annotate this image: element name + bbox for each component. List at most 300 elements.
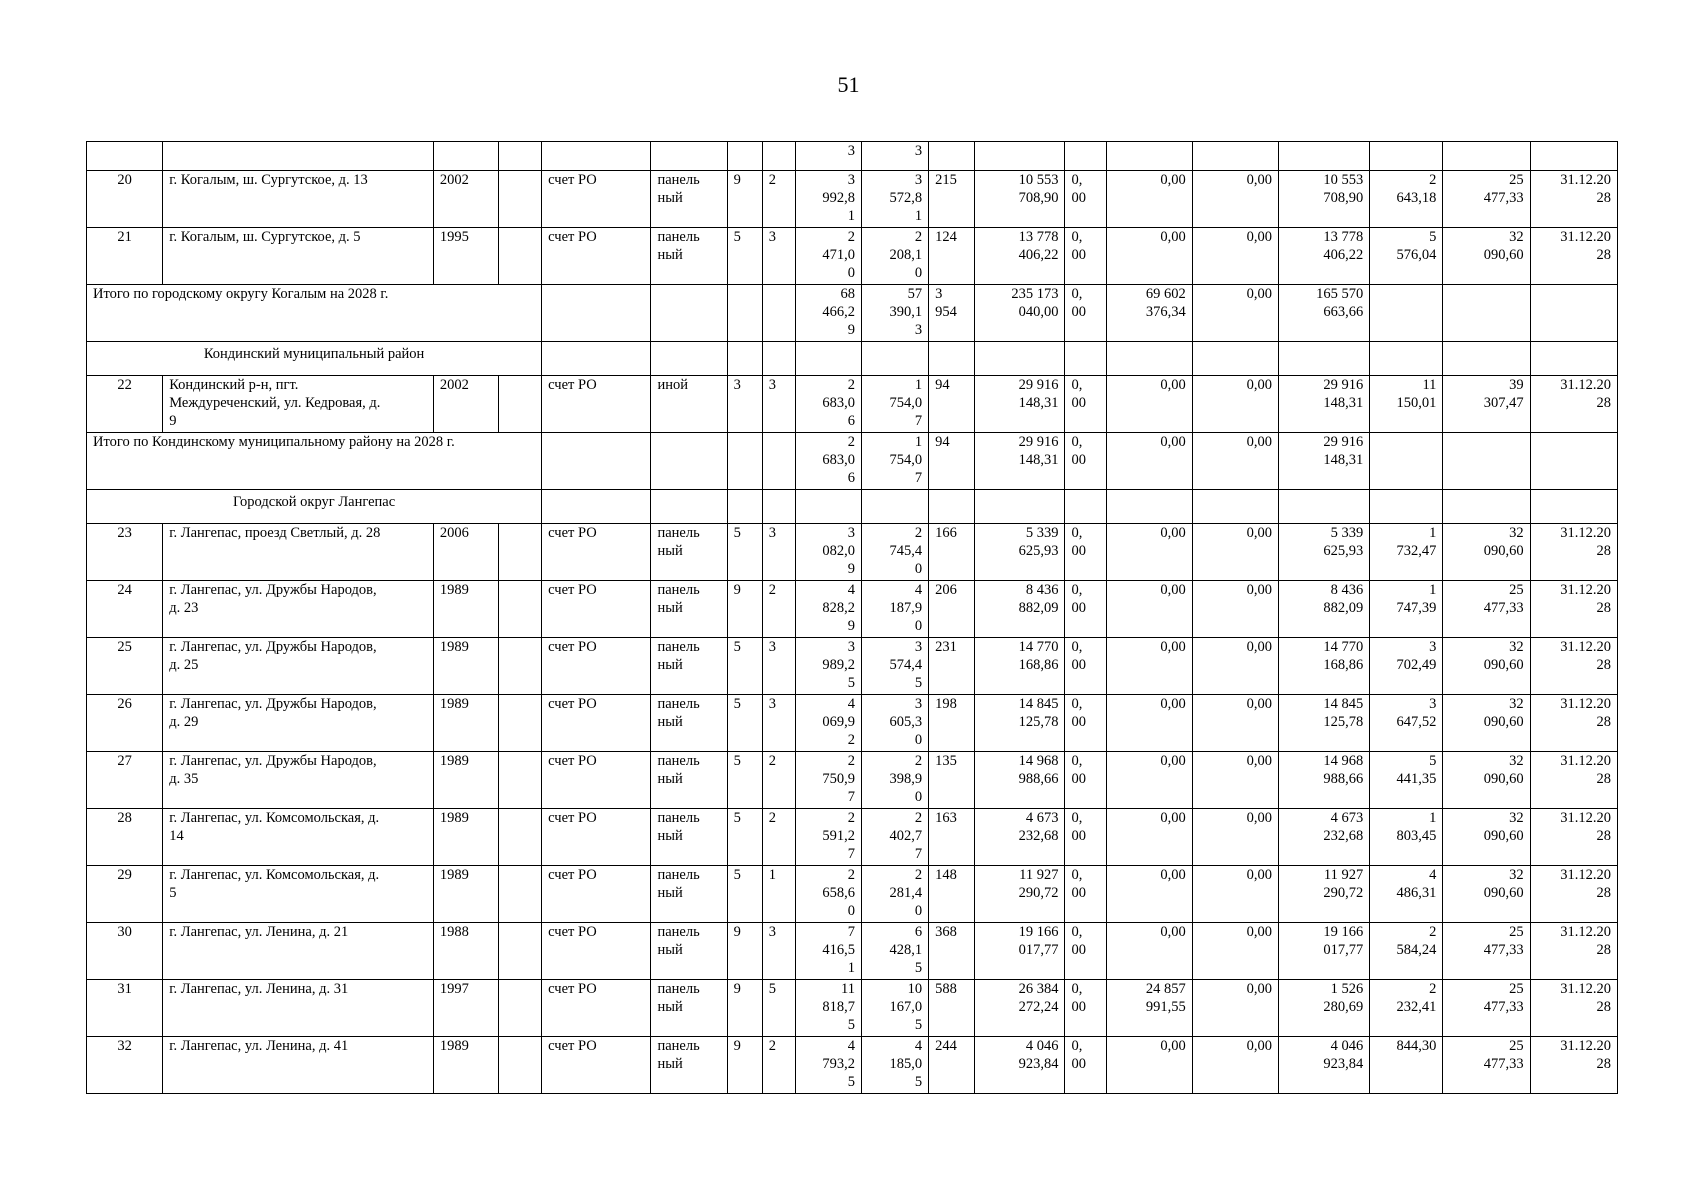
table-row [87, 1037, 1618, 1094]
table-row [87, 638, 1618, 695]
housing-repair-table [86, 141, 1618, 1094]
cell-live: 4 185,0 5 [861, 1037, 928, 1094]
cell-addr: г. Лангепас, ул. Ленина, д. 31 [163, 980, 434, 1037]
cell-date: 31.12.20 28 [1530, 866, 1617, 923]
cell-blank [499, 695, 542, 752]
cell-fund: счет РО [542, 1037, 651, 1094]
table-row [87, 923, 1618, 980]
cell-max: 25 477,33 [1443, 980, 1530, 1037]
cell-addr: г. Лангепас, ул. Дружбы Народов, д. 29 [163, 695, 434, 752]
cell-cost: 4 673 232,68 [975, 809, 1065, 866]
cell-date [1530, 142, 1617, 171]
cell-fl: 5 [727, 866, 762, 923]
cell-label: Городской округ Лангепас [87, 490, 542, 524]
cell-loc: 0,00 [1192, 866, 1278, 923]
cell-year: 1995 [433, 228, 498, 285]
cell-unit: 2 584,24 [1370, 923, 1443, 980]
cell-unit: 1 803,45 [1370, 809, 1443, 866]
cell-unit: 3 702,49 [1370, 638, 1443, 695]
cell-label: Итого по Кондинскому муниципальному району на 2028 г. [87, 433, 542, 490]
cell-max: 32 090,60 [1443, 752, 1530, 809]
cell-fed: 0, 00 [1065, 809, 1106, 866]
cell-max: 39 307,47 [1443, 376, 1530, 433]
cell-cost: 8 436 882,09 [975, 581, 1065, 638]
cell-reg: 69 602 376,34 [1106, 285, 1192, 342]
cell-cost: 11 927 290,72 [975, 866, 1065, 923]
cell-null [929, 490, 975, 524]
cell-null [762, 490, 795, 524]
cell-own: 14 968 988,66 [1279, 752, 1370, 809]
cell-unit [1370, 433, 1443, 490]
cell-addr: г. Лангепас, ул. Дружбы Народов, д. 25 [163, 638, 434, 695]
cell-fund [542, 285, 651, 342]
cell-max: 32 090,60 [1443, 228, 1530, 285]
cell-null [1106, 490, 1192, 524]
table-row [87, 524, 1618, 581]
cell-own: 10 553 708,90 [1279, 171, 1370, 228]
cell-null [651, 342, 727, 376]
cell-n: 28 [87, 809, 163, 866]
cell-cost: 14 845 125,78 [975, 695, 1065, 752]
cell-fed: 0, 00 [1065, 695, 1106, 752]
cell-own: 4 046 923,84 [1279, 1037, 1370, 1094]
cell-n: 26 [87, 695, 163, 752]
cell-ppl: 368 [929, 923, 975, 980]
cell-unit: 1 732,47 [1370, 524, 1443, 581]
cell-mat [651, 285, 727, 342]
cell-n: 22 [87, 376, 163, 433]
cell-fund: счет РО [542, 752, 651, 809]
cell-null [1370, 342, 1443, 376]
cell-reg: 0,00 [1106, 695, 1192, 752]
cell-mat: панель ный [651, 524, 727, 581]
cell-reg: 0,00 [1106, 171, 1192, 228]
cell-mat: панель ный [651, 923, 727, 980]
cell-label: Кондинский муниципальный район [87, 342, 542, 376]
cell-null [1192, 342, 1278, 376]
cell-live: 2 402,7 7 [861, 809, 928, 866]
cell-max: 32 090,60 [1443, 866, 1530, 923]
cell-addr: г. Когалым, ш. Сургутское, д. 13 [163, 171, 434, 228]
cell-date: 31.12.20 28 [1530, 638, 1617, 695]
cell-max: 32 090,60 [1443, 695, 1530, 752]
cell-fed: 0, 00 [1065, 285, 1106, 342]
cell-area: 11 818,7 5 [795, 980, 861, 1037]
cell-reg: 0,00 [1106, 809, 1192, 866]
cell-n: 30 [87, 923, 163, 980]
cell-fl: 9 [727, 980, 762, 1037]
cell-year: 2002 [433, 376, 498, 433]
cell-addr: г. Лангепас, проезд Светлый, д. 28 [163, 524, 434, 581]
cell-ent [762, 285, 795, 342]
cell-reg: 0,00 [1106, 228, 1192, 285]
cell-addr [163, 142, 434, 171]
cell-null [795, 342, 861, 376]
table-row [87, 809, 1618, 866]
cell-fed: 0, 00 [1065, 228, 1106, 285]
cell-area: 2 750,9 7 [795, 752, 861, 809]
cell-ppl: 163 [929, 809, 975, 866]
cell-fund: счет РО [542, 376, 651, 433]
cell-reg: 0,00 [1106, 376, 1192, 433]
cell-unit: 2 643,18 [1370, 171, 1443, 228]
table-row [87, 695, 1618, 752]
cell-live: 2 398,9 0 [861, 752, 928, 809]
cell-loc: 0,00 [1192, 228, 1278, 285]
cell-n: 24 [87, 581, 163, 638]
cell-year: 1989 [433, 809, 498, 866]
cell-n: 21 [87, 228, 163, 285]
cell-ppl: 588 [929, 980, 975, 1037]
table-row [87, 228, 1618, 285]
cell-cost: 235 173 040,00 [975, 285, 1065, 342]
cell-reg: 0,00 [1106, 524, 1192, 581]
cell-blank [499, 142, 542, 171]
cell-fund: счет РО [542, 524, 651, 581]
cell-n: 31 [87, 980, 163, 1037]
cell-ent: 2 [762, 581, 795, 638]
cell-own: 14 770 168,86 [1279, 638, 1370, 695]
cell-date: 31.12.20 28 [1530, 980, 1617, 1037]
cell-null [1443, 490, 1530, 524]
cell-own: 19 166 017,77 [1279, 923, 1370, 980]
cell-null [795, 490, 861, 524]
cell-ent: 2 [762, 752, 795, 809]
cell-loc: 0,00 [1192, 695, 1278, 752]
cell-blank [499, 228, 542, 285]
cell-max: 25 477,33 [1443, 581, 1530, 638]
cell-reg: 0,00 [1106, 866, 1192, 923]
cell-fed: 0, 00 [1065, 376, 1106, 433]
cell-reg: 0,00 [1106, 923, 1192, 980]
cell-null [1106, 342, 1192, 376]
cell-addr: г. Лангепас, ул. Дружбы Народов, д. 23 [163, 581, 434, 638]
cell-ent: 1 [762, 866, 795, 923]
cell-fed: 0, 00 [1065, 866, 1106, 923]
cell-fed: 0, 00 [1065, 581, 1106, 638]
cell-fund: счет РО [542, 809, 651, 866]
cell-addr: г. Когалым, ш. Сургутское, д. 5 [163, 228, 434, 285]
cell-area: 2 683,0 6 [795, 376, 861, 433]
cell-ppl: 198 [929, 695, 975, 752]
cell-fl: 9 [727, 581, 762, 638]
table-row [87, 581, 1618, 638]
cell-max: 32 090,60 [1443, 809, 1530, 866]
cell-ppl: 94 [929, 433, 975, 490]
cell-area: 2 471,0 0 [795, 228, 861, 285]
cell-ppl: 94 [929, 376, 975, 433]
cell-fed: 0, 00 [1065, 171, 1106, 228]
cell-fl: 5 [727, 524, 762, 581]
cell-reg: 0,00 [1106, 433, 1192, 490]
cell-n: 20 [87, 171, 163, 228]
cell-area: 4 069,9 2 [795, 695, 861, 752]
cell-area: 7 416,5 1 [795, 923, 861, 980]
cell-own: 5 339 625,93 [1279, 524, 1370, 581]
cell-area: 4 793,2 5 [795, 1037, 861, 1094]
cell-cost: 29 916 148,31 [975, 433, 1065, 490]
cell-area: 2 683,0 6 [795, 433, 861, 490]
cell-area: 3 [795, 142, 861, 171]
cell-mat: панель ный [651, 980, 727, 1037]
cell-fl: 5 [727, 752, 762, 809]
cell-null [651, 490, 727, 524]
cell-null [1370, 490, 1443, 524]
cell-live: 3 [861, 142, 928, 171]
cell-ppl: 215 [929, 171, 975, 228]
cell-date: 31.12.20 28 [1530, 809, 1617, 866]
cell-fed: 0, 00 [1065, 923, 1106, 980]
cell-reg [1106, 142, 1192, 171]
cell-loc: 0,00 [1192, 638, 1278, 695]
cell-mat: панель ный [651, 581, 727, 638]
cell-reg: 0,00 [1106, 581, 1192, 638]
cell-fund [542, 142, 651, 171]
cell-reg: 24 857 991,55 [1106, 980, 1192, 1037]
cell-null [542, 490, 651, 524]
cell-null [542, 342, 651, 376]
table-row [87, 142, 1618, 171]
cell-area: 3 989,2 5 [795, 638, 861, 695]
cell-year: 1989 [433, 866, 498, 923]
cell-cost: 10 553 708,90 [975, 171, 1065, 228]
cell-year: 2006 [433, 524, 498, 581]
cell-cost: 4 046 923,84 [975, 1037, 1065, 1094]
cell-loc: 0,00 [1192, 752, 1278, 809]
cell-fed: 0, 00 [1065, 524, 1106, 581]
cell-label: Итого по городскому округу Когалым на 2028 г. [87, 285, 542, 342]
cell-year: 1989 [433, 638, 498, 695]
cell-null [1530, 490, 1617, 524]
cell-cost: 26 384 272,24 [975, 980, 1065, 1037]
cell-addr: г. Лангепас, ул. Ленина, д. 41 [163, 1037, 434, 1094]
cell-live: 1 754,0 7 [861, 376, 928, 433]
cell-unit: 11 150,01 [1370, 376, 1443, 433]
cell-mat: панель ный [651, 228, 727, 285]
cell-n: 23 [87, 524, 163, 581]
table-row [87, 752, 1618, 809]
cell-reg: 0,00 [1106, 638, 1192, 695]
cell-n: 32 [87, 1037, 163, 1094]
cell-live: 4 187,9 0 [861, 581, 928, 638]
cell-own [1279, 142, 1370, 171]
cell-loc: 0,00 [1192, 285, 1278, 342]
cell-live: 3 605,3 0 [861, 695, 928, 752]
cell-null [929, 342, 975, 376]
cell-n: 25 [87, 638, 163, 695]
cell-date: 31.12.20 28 [1530, 1037, 1617, 1094]
cell-date: 31.12.20 28 [1530, 923, 1617, 980]
cell-blank [499, 752, 542, 809]
cell-null [1065, 490, 1106, 524]
cell-ppl: 124 [929, 228, 975, 285]
cell-own: 29 916 148,31 [1279, 433, 1370, 490]
cell-blank [499, 1037, 542, 1094]
cell-reg: 0,00 [1106, 752, 1192, 809]
cell-year: 1989 [433, 695, 498, 752]
cell-max: 32 090,60 [1443, 638, 1530, 695]
cell-max: 32 090,60 [1443, 524, 1530, 581]
cell-ppl: 231 [929, 638, 975, 695]
cell-blank [499, 524, 542, 581]
cell-year: 2002 [433, 171, 498, 228]
cell-fund: счет РО [542, 980, 651, 1037]
cell-own: 11 927 290,72 [1279, 866, 1370, 923]
cell-ppl: 166 [929, 524, 975, 581]
cell-unit: 1 747,39 [1370, 581, 1443, 638]
cell-fl: 9 [727, 171, 762, 228]
cell-ent: 3 [762, 228, 795, 285]
cell-ent: 2 [762, 1037, 795, 1094]
cell-loc [1192, 142, 1278, 171]
cell-null [1192, 490, 1278, 524]
cell-cost: 14 770 168,86 [975, 638, 1065, 695]
cell-unit: 4 486,31 [1370, 866, 1443, 923]
cell-loc: 0,00 [1192, 376, 1278, 433]
cell-fund: счет РО [542, 866, 651, 923]
cell-cost: 29 916 148,31 [975, 376, 1065, 433]
cell-null [727, 490, 762, 524]
cell-area: 4 828,2 9 [795, 581, 861, 638]
cell-addr: г. Лангепас, ул. Комсомольская, д. 5 [163, 866, 434, 923]
cell-area: 2 591,2 7 [795, 809, 861, 866]
cell-fund: счет РО [542, 638, 651, 695]
cell-null [1279, 342, 1370, 376]
cell-ent: 2 [762, 809, 795, 866]
cell-year [433, 142, 498, 171]
cell-own: 8 436 882,09 [1279, 581, 1370, 638]
cell-year: 1988 [433, 923, 498, 980]
cell-fl: 9 [727, 1037, 762, 1094]
cell-live: 3 572,8 1 [861, 171, 928, 228]
cell-ent: 5 [762, 980, 795, 1037]
cell-area: 68 466,2 9 [795, 285, 861, 342]
cell-null [1279, 490, 1370, 524]
cell-own: 29 916 148,31 [1279, 376, 1370, 433]
cell-loc: 0,00 [1192, 809, 1278, 866]
cell-live: 2 281,4 0 [861, 866, 928, 923]
cell-unit [1370, 285, 1443, 342]
cell-cost: 5 339 625,93 [975, 524, 1065, 581]
cell-null [762, 342, 795, 376]
section-row [87, 342, 1618, 376]
cell-cost [975, 142, 1065, 171]
table-row [87, 866, 1618, 923]
cell-own: 4 673 232,68 [1279, 809, 1370, 866]
cell-blank [499, 581, 542, 638]
table-row [87, 980, 1618, 1037]
total-row [87, 433, 1618, 490]
cell-ppl [929, 142, 975, 171]
cell-loc: 0,00 [1192, 581, 1278, 638]
cell-max: 25 477,33 [1443, 1037, 1530, 1094]
cell-unit [1370, 142, 1443, 171]
cell-blank [499, 923, 542, 980]
cell-mat: панель ный [651, 1037, 727, 1094]
cell-ppl: 3 954 [929, 285, 975, 342]
table-row [87, 171, 1618, 228]
cell-ent: 2 [762, 171, 795, 228]
cell-year: 1989 [433, 581, 498, 638]
cell-own: 165 570 663,66 [1279, 285, 1370, 342]
cell-unit: 3 647,52 [1370, 695, 1443, 752]
cell-loc: 0,00 [1192, 433, 1278, 490]
cell-date: 31.12.20 28 [1530, 524, 1617, 581]
cell-null [1065, 342, 1106, 376]
cell-ent [762, 433, 795, 490]
cell-fund: счет РО [542, 581, 651, 638]
cell-mat: панель ный [651, 638, 727, 695]
cell-fl: 5 [727, 809, 762, 866]
cell-null [861, 490, 928, 524]
cell-fed: 0, 00 [1065, 1037, 1106, 1094]
cell-live: 2 745,4 0 [861, 524, 928, 581]
cell-n [87, 142, 163, 171]
cell-mat: иной [651, 376, 727, 433]
cell-ppl: 135 [929, 752, 975, 809]
cell-mat [651, 142, 727, 171]
cell-addr: Кондинский р-н, пгт. Междуреченский, ул. Кедровая, д. 9 [163, 376, 434, 433]
cell-cost: 14 968 988,66 [975, 752, 1065, 809]
cell-ppl: 206 [929, 581, 975, 638]
cell-blank [499, 171, 542, 228]
cell-unit: 844,30 [1370, 1037, 1443, 1094]
cell-own: 13 778 406,22 [1279, 228, 1370, 285]
cell-max: 25 477,33 [1443, 923, 1530, 980]
cell-date: 31.12.20 28 [1530, 752, 1617, 809]
cell-live: 6 428,1 5 [861, 923, 928, 980]
cell-year: 1989 [433, 1037, 498, 1094]
cell-fund [542, 433, 651, 490]
cell-fl: 5 [727, 695, 762, 752]
cell-mat: панель ный [651, 171, 727, 228]
cell-mat: панель ный [651, 695, 727, 752]
cell-null [1443, 342, 1530, 376]
cell-date: 31.12.20 28 [1530, 695, 1617, 752]
cell-fl: 9 [727, 923, 762, 980]
total-row [87, 285, 1618, 342]
cell-fed: 0, 00 [1065, 433, 1106, 490]
cell-ppl: 148 [929, 866, 975, 923]
cell-fund: счет РО [542, 695, 651, 752]
cell-reg: 0,00 [1106, 1037, 1192, 1094]
cell-year: 1997 [433, 980, 498, 1037]
cell-blank [499, 980, 542, 1037]
cell-blank [499, 638, 542, 695]
cell-max [1443, 433, 1530, 490]
cell-mat: панель ный [651, 866, 727, 923]
cell-fund: счет РО [542, 923, 651, 980]
cell-ent: 3 [762, 376, 795, 433]
cell-mat: панель ный [651, 752, 727, 809]
cell-fl [727, 285, 762, 342]
cell-max: 25 477,33 [1443, 171, 1530, 228]
cell-live: 10 167,0 5 [861, 980, 928, 1037]
cell-unit: 5 576,04 [1370, 228, 1443, 285]
cell-cost: 13 778 406,22 [975, 228, 1065, 285]
cell-live: 1 754,0 7 [861, 433, 928, 490]
cell-ent [762, 142, 795, 171]
cell-area: 3 992,8 1 [795, 171, 861, 228]
cell-blank [499, 866, 542, 923]
cell-null [1530, 342, 1617, 376]
cell-null [975, 490, 1065, 524]
cell-date: 31.12.20 28 [1530, 228, 1617, 285]
cell-date: 31.12.20 28 [1530, 581, 1617, 638]
cell-fl [727, 142, 762, 171]
cell-live: 57 390,1 3 [861, 285, 928, 342]
cell-date [1530, 433, 1617, 490]
